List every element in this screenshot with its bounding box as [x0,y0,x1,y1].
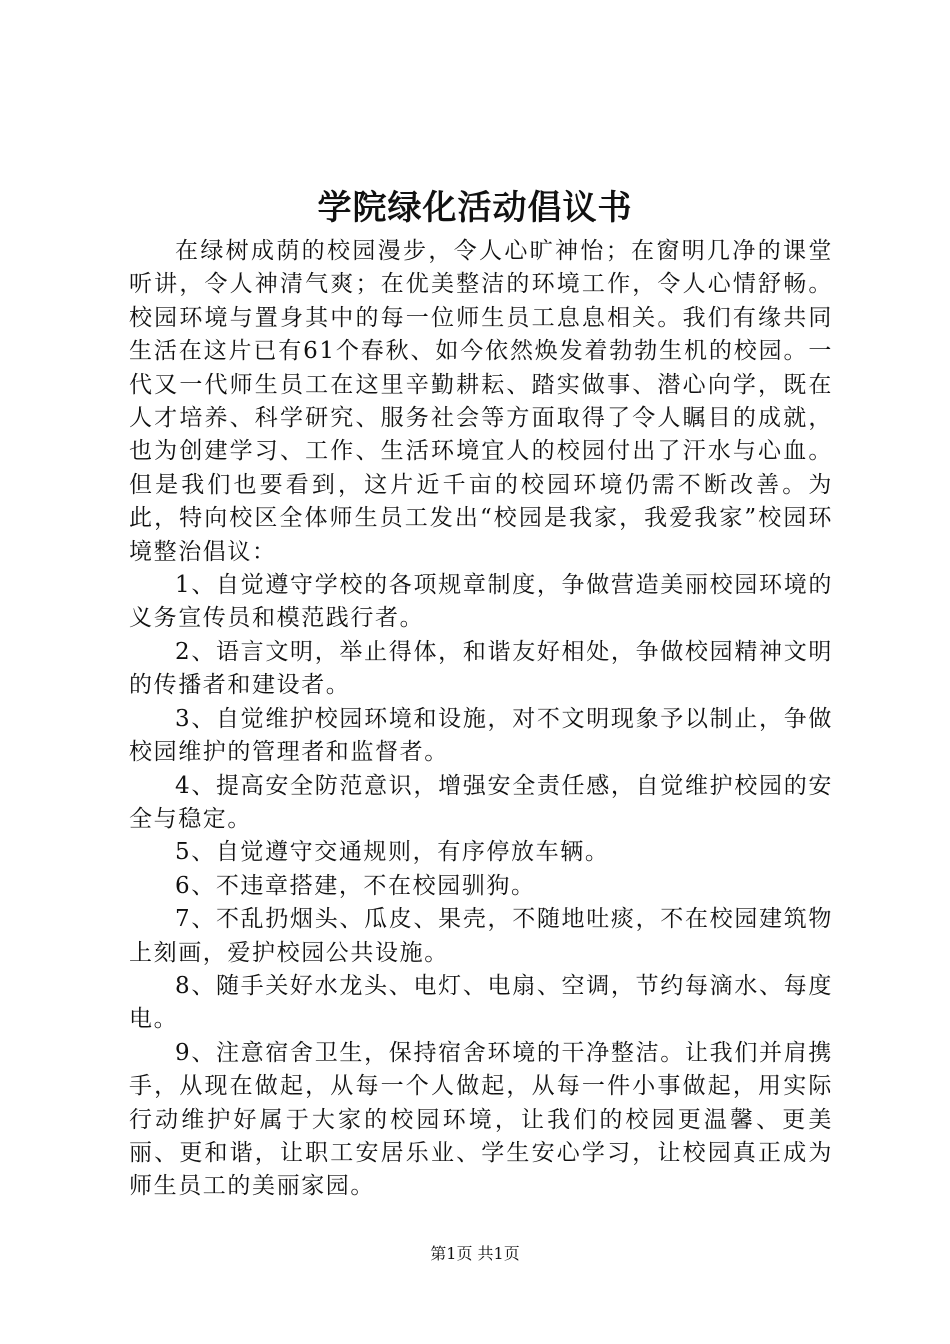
proposal-item-6: 6、不违章搭建，不在校园驯狗。 [175,872,536,899]
intro-paragraph: 在绿树成荫的校园漫步，令人心旷神怡；在窗明几净的课堂听讲，令人神清气爽；在优美整洁的环境工作，令人心情舒畅。校园环境与置身其中的每一位师生员工息息相关。我们有缘共同生活在这片已有61个春秋、如今依然焕发着勃勃生机的校园。一代又一代师生员工在这里辛勤耕耘、踏实做事、潜心向学，既在人才培养、科学研究、服务社会等方面取得了令人瞩目的成就，也为创建学习、工作、生活环境宜人的校园付出了汗水与心血。但是我们也要看到，这片近千亩的校园环境仍需不断改善。为此，特向校区全体师生员工发出“校园是我家，我爱我家”校园环境整治倡议： [129,238,833,565]
proposal-item-5: 5、自觉遵守交通规则，有序停放车辆。 [175,839,610,866]
document-body [129,235,833,1204]
proposal-item-8: 8、随手关好水龙头、电灯、电扇、空调，节约每滴水、每度电。 [129,972,833,1033]
page-footer: 第1页 共1页 [430,1244,520,1263]
proposal-item-3: 3、自觉维护校园环境和设施，对不文明现象予以制止，争做校园维护的管理者和监督者。 [129,705,833,766]
proposal-item-2: 2、语言文明，举止得体，和谐友好相处，争做校园精神文明的传播者和建设者。 [129,638,833,699]
proposal-item-4: 4、提高安全防范意识，增强安全责任感，自觉维护校园的安全与稳定。 [129,772,833,832]
proposal-item-9: 9、注意宿舍卫生，保持宿舍环境的干净整洁。让我们并肩携手，从现在做起，从每一个人做起，从每一件小事做起，用实际行动维护好属于大家的校园环境，让我们的校园更温馨、更美丽、更和谐，让职工安居乐业、学生安心学习，让校园真正成为师生员工的美丽家园。 [129,1039,833,1200]
document-title: 学院绿化活动倡议书 [317,188,633,228]
proposal-item-1: 1、自觉遵守学校的各项规章制度，争做营造美丽校园环境的义务宣传员和模范践行者。 [129,572,833,632]
proposal-item-7: 7、不乱扔烟头、瓜皮、果壳，不随地吐痰，不在校园建筑物上刻画，爱护校园公共设施。 [129,906,833,966]
